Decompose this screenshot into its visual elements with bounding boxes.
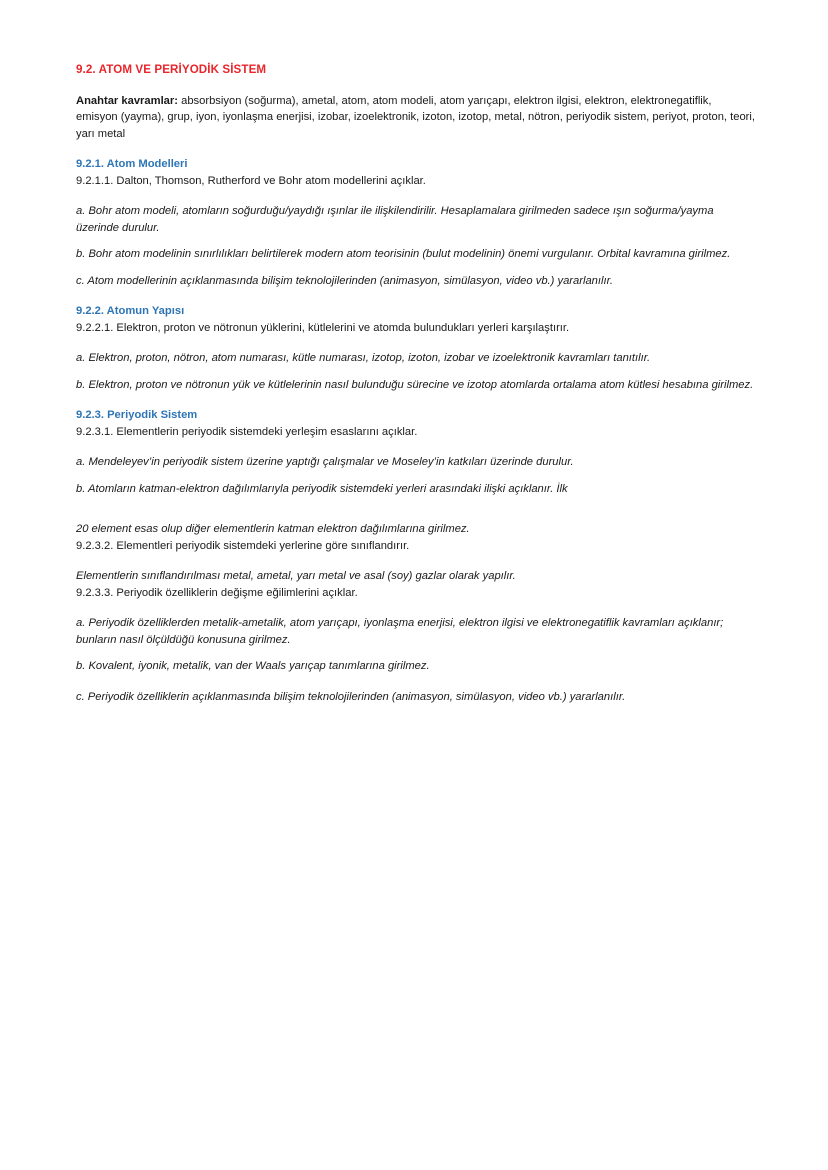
outcome-9-2-3-2: 9.2.3.2. Elementleri periyodik sistemdeki yerlerine göre sınıflandırır.	[76, 539, 410, 552]
outcome-9-2-3-1: 9.2.3.1. Elementlerin periyodik sistemdeki yerleşim esaslarını açıklar.	[76, 425, 418, 438]
note-9-2-3-1-b-continued: 20 element esas olup diğer elementlerin katman elektron dağılımlarına girilmez.	[76, 523, 470, 535]
section-heading-atomun-yapisi: 9.2.2. Atomun Yapısı	[76, 305, 185, 317]
note-9-2-2-1-a: a. Elektron, proton, nötron, atom numarası, kütle numarası, izotop, izoton, izobar ve izoelektronik kavramları tanıtılır.	[76, 352, 651, 364]
note-9-2-1-1-b: b. Bohr atom modelinin sınırlılıkları belirtilerek modern atom teorisinin (bulut modelinin) önemi vurgulanır. Orbital kavramına girilmez.	[76, 248, 731, 260]
outcome-9-2-2-1: 9.2.2.1. Elektron, proton ve nötronun yüklerini, kütlelerini ve atomda bulundukları yerleri karşılaştırır.	[76, 321, 570, 334]
note-9-2-1-1-a: a. Bohr atom modeli, atomların soğurduğu/yaydığı ışınlar ile ilişkilendirilir. Hesaplamalara girilmeden sadece ışın soğurma/yayma üzerinde durulur.	[76, 205, 714, 234]
document-title: 9.2. ATOM VE PERİYODİK SİSTEM	[76, 63, 267, 76]
note-9-2-3-3-a: a. Periyodik özelliklerden metalik-ametalik, atom yarıçapı, iyonlaşma enerjisi, elektron ilgisi ve elektronegatiflik kavramları açıklanır; bunların nasıl ölçüldüğü konusuna girilmez.	[76, 617, 724, 646]
outcome-9-2-3-3: 9.2.3.3. Periyodik özelliklerin değişme eğilimlerini açıklar.	[76, 586, 358, 599]
section-heading-periyodik-sistem: 9.2.3. Periyodik Sistem	[76, 409, 198, 421]
note-9-2-3-2: Elementlerin sınıflandırılması metal, ametal, yarı metal ve asal (soy) gazlar olarak yapılır.	[76, 570, 516, 582]
note-9-2-3-1-b: b. Atomların katman-elektron dağılımlarıyla periyodik sistemdeki yerleri arasındaki ilişki açıklanır. İlk	[76, 482, 568, 495]
keywords-paragraph	[76, 93, 756, 143]
note-9-2-1-1-c: c. Atom modellerinin açıklanmasında bilişim teknolojilerinden (animasyon, simülasyon, video vb.) yararlanılır.	[76, 274, 614, 287]
section-heading-atom-modelleri: 9.2.1. Atom Modelleri	[76, 158, 188, 170]
note-9-2-3-3-c: c. Periyodik özelliklerin açıklanmasında bilişim teknolojilerinden (animasyon, simülasyon, video vb.) yararlanılır.	[76, 690, 626, 703]
outcome-9-2-1-1: 9.2.1.1. Dalton, Thomson, Rutherford ve Bohr atom modellerini açıklar.	[76, 174, 426, 187]
note-9-2-3-1-a: a. Mendeleyev’in periyodik sistem üzerine yaptığı çalışmalar ve Moseley’in katkıları üzerinde durulur.	[76, 456, 574, 468]
note-9-2-3-3-b: b. Kovalent, iyonik, metalik, van der Waals yarıçap tanımlarına girilmez.	[76, 660, 430, 672]
document-page	[76, 62, 756, 715]
keywords-text: absorbsiyon (soğurma), ametal, atom, atom modeli, atom yarıçapı, elektron ilgisi, elektron, elektronegatiflik, emisyon (yayma), grup, iyon, iyonlaşma enerjisi, izobar, izoelektronik, izoton, izotop, metal, nötron, periyodik sistem, periyot, proton, teori, yarı metal	[76, 94, 756, 140]
keywords-label: Anahtar kavramlar:	[76, 94, 178, 107]
note-9-2-2-1-b: b. Elektron, proton ve nötronun yük ve kütlelerinin nasıl bulunduğu sürecine ve izotop atomlarda ortalama atom kütlesi hesabına girilmez.	[76, 378, 754, 391]
